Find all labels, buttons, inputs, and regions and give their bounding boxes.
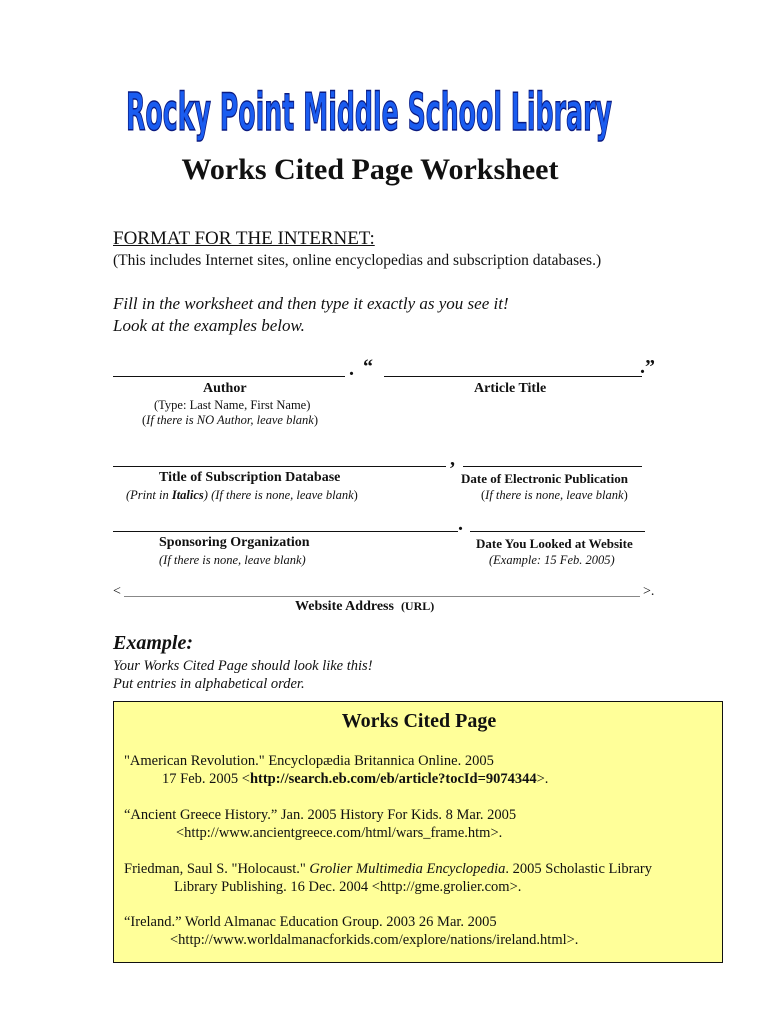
url-open-bracket: < — [113, 584, 121, 599]
citation-entry: “Ireland.” World Almanac Education Group. 2003 26 Mar. 2005 <http://www.worldalmanacforkids.com/explore/nations/ireland.html>. — [124, 914, 579, 948]
date-publication-hint: (If there is none, leave blank) — [481, 488, 628, 502]
example-line-1: Your Works Cited Page should look like this! — [113, 658, 373, 674]
author-hint-1: (Type: Last Name, First Name) — [154, 398, 311, 412]
works-cited-example-box — [113, 701, 723, 963]
citation-entry: "American Revolution." Encyclopædia Britannica Online. 2005 17 Feb. 2005 <http://search.eb.com/eb/article?tocId=9074344>. — [124, 753, 549, 787]
citation-entry: Friedman, Saul S. "Holocaust." Grolier Multimedia Encyclopedia. 2005 Scholastic Library Library Publishing. 16 Dec. 2004 <http://gme.grolier.com>. — [124, 861, 652, 895]
subscription-database-hint: (Print in Italics) (If there is none, leave blank) — [126, 488, 358, 502]
date-looked-label: Date You Looked at Website — [476, 536, 633, 551]
website-address-blank[interactable] — [124, 596, 640, 597]
website-address-label: Website Address (URL) — [295, 599, 435, 614]
author-period: . — [349, 358, 354, 380]
instruction-line-2: Look at the examples below. — [113, 316, 305, 335]
subscription-database-label: Title of Subscription Database — [159, 470, 341, 485]
url-close-bracket: >. — [643, 584, 655, 599]
date-looked-blank[interactable] — [470, 531, 645, 532]
subscription-database-blank[interactable] — [113, 466, 446, 467]
database-comma: , — [450, 448, 455, 470]
article-title-label: Article Title — [474, 381, 547, 396]
example-line-2: Put entries in alphabetical order. — [113, 676, 305, 692]
sponsoring-organization-hint: (If there is none, leave blank) — [159, 553, 306, 567]
sponsoring-organization-label: Sponsoring Organization — [159, 535, 310, 550]
date-publication-label: Date of Electronic Publication — [461, 471, 628, 486]
title-open-quote: “ — [363, 356, 373, 378]
citation-entry: “Ancient Greece History.” Jan. 2005 History For Kids. 8 Mar. 2005 <http://www.ancientgreece.com/html/wars_frame.htm>. — [124, 807, 517, 841]
author-label: Author — [203, 381, 247, 396]
title-close-quote: .” — [640, 356, 655, 378]
banner-text: Rocky Point Middle School Library — [126, 83, 612, 143]
page-title: Works Cited Page Worksheet — [181, 153, 559, 186]
format-note: (This includes Internet sites, online encyclopedias and subscription databases.) — [113, 252, 602, 269]
sponsor-period: . — [458, 513, 463, 535]
sponsoring-organization-blank[interactable] — [113, 531, 458, 532]
article-title-blank[interactable] — [384, 376, 642, 377]
works-cited-title: Works Cited Page — [341, 710, 497, 732]
date-publication-blank[interactable] — [463, 466, 642, 467]
library-banner-logo — [0, 54, 770, 149]
date-looked-hint: (Example: 15 Feb. 2005) — [489, 553, 615, 567]
author-hint-2: (If there is NO Author, leave blank) — [142, 413, 319, 427]
example-heading: Example: — [113, 632, 193, 654]
instruction-line-1: Fill in the worksheet and then type it exactly as you see it! — [113, 294, 509, 313]
author-blank[interactable] — [113, 376, 345, 377]
format-heading: FORMAT FOR THE INTERNET: — [113, 228, 375, 249]
